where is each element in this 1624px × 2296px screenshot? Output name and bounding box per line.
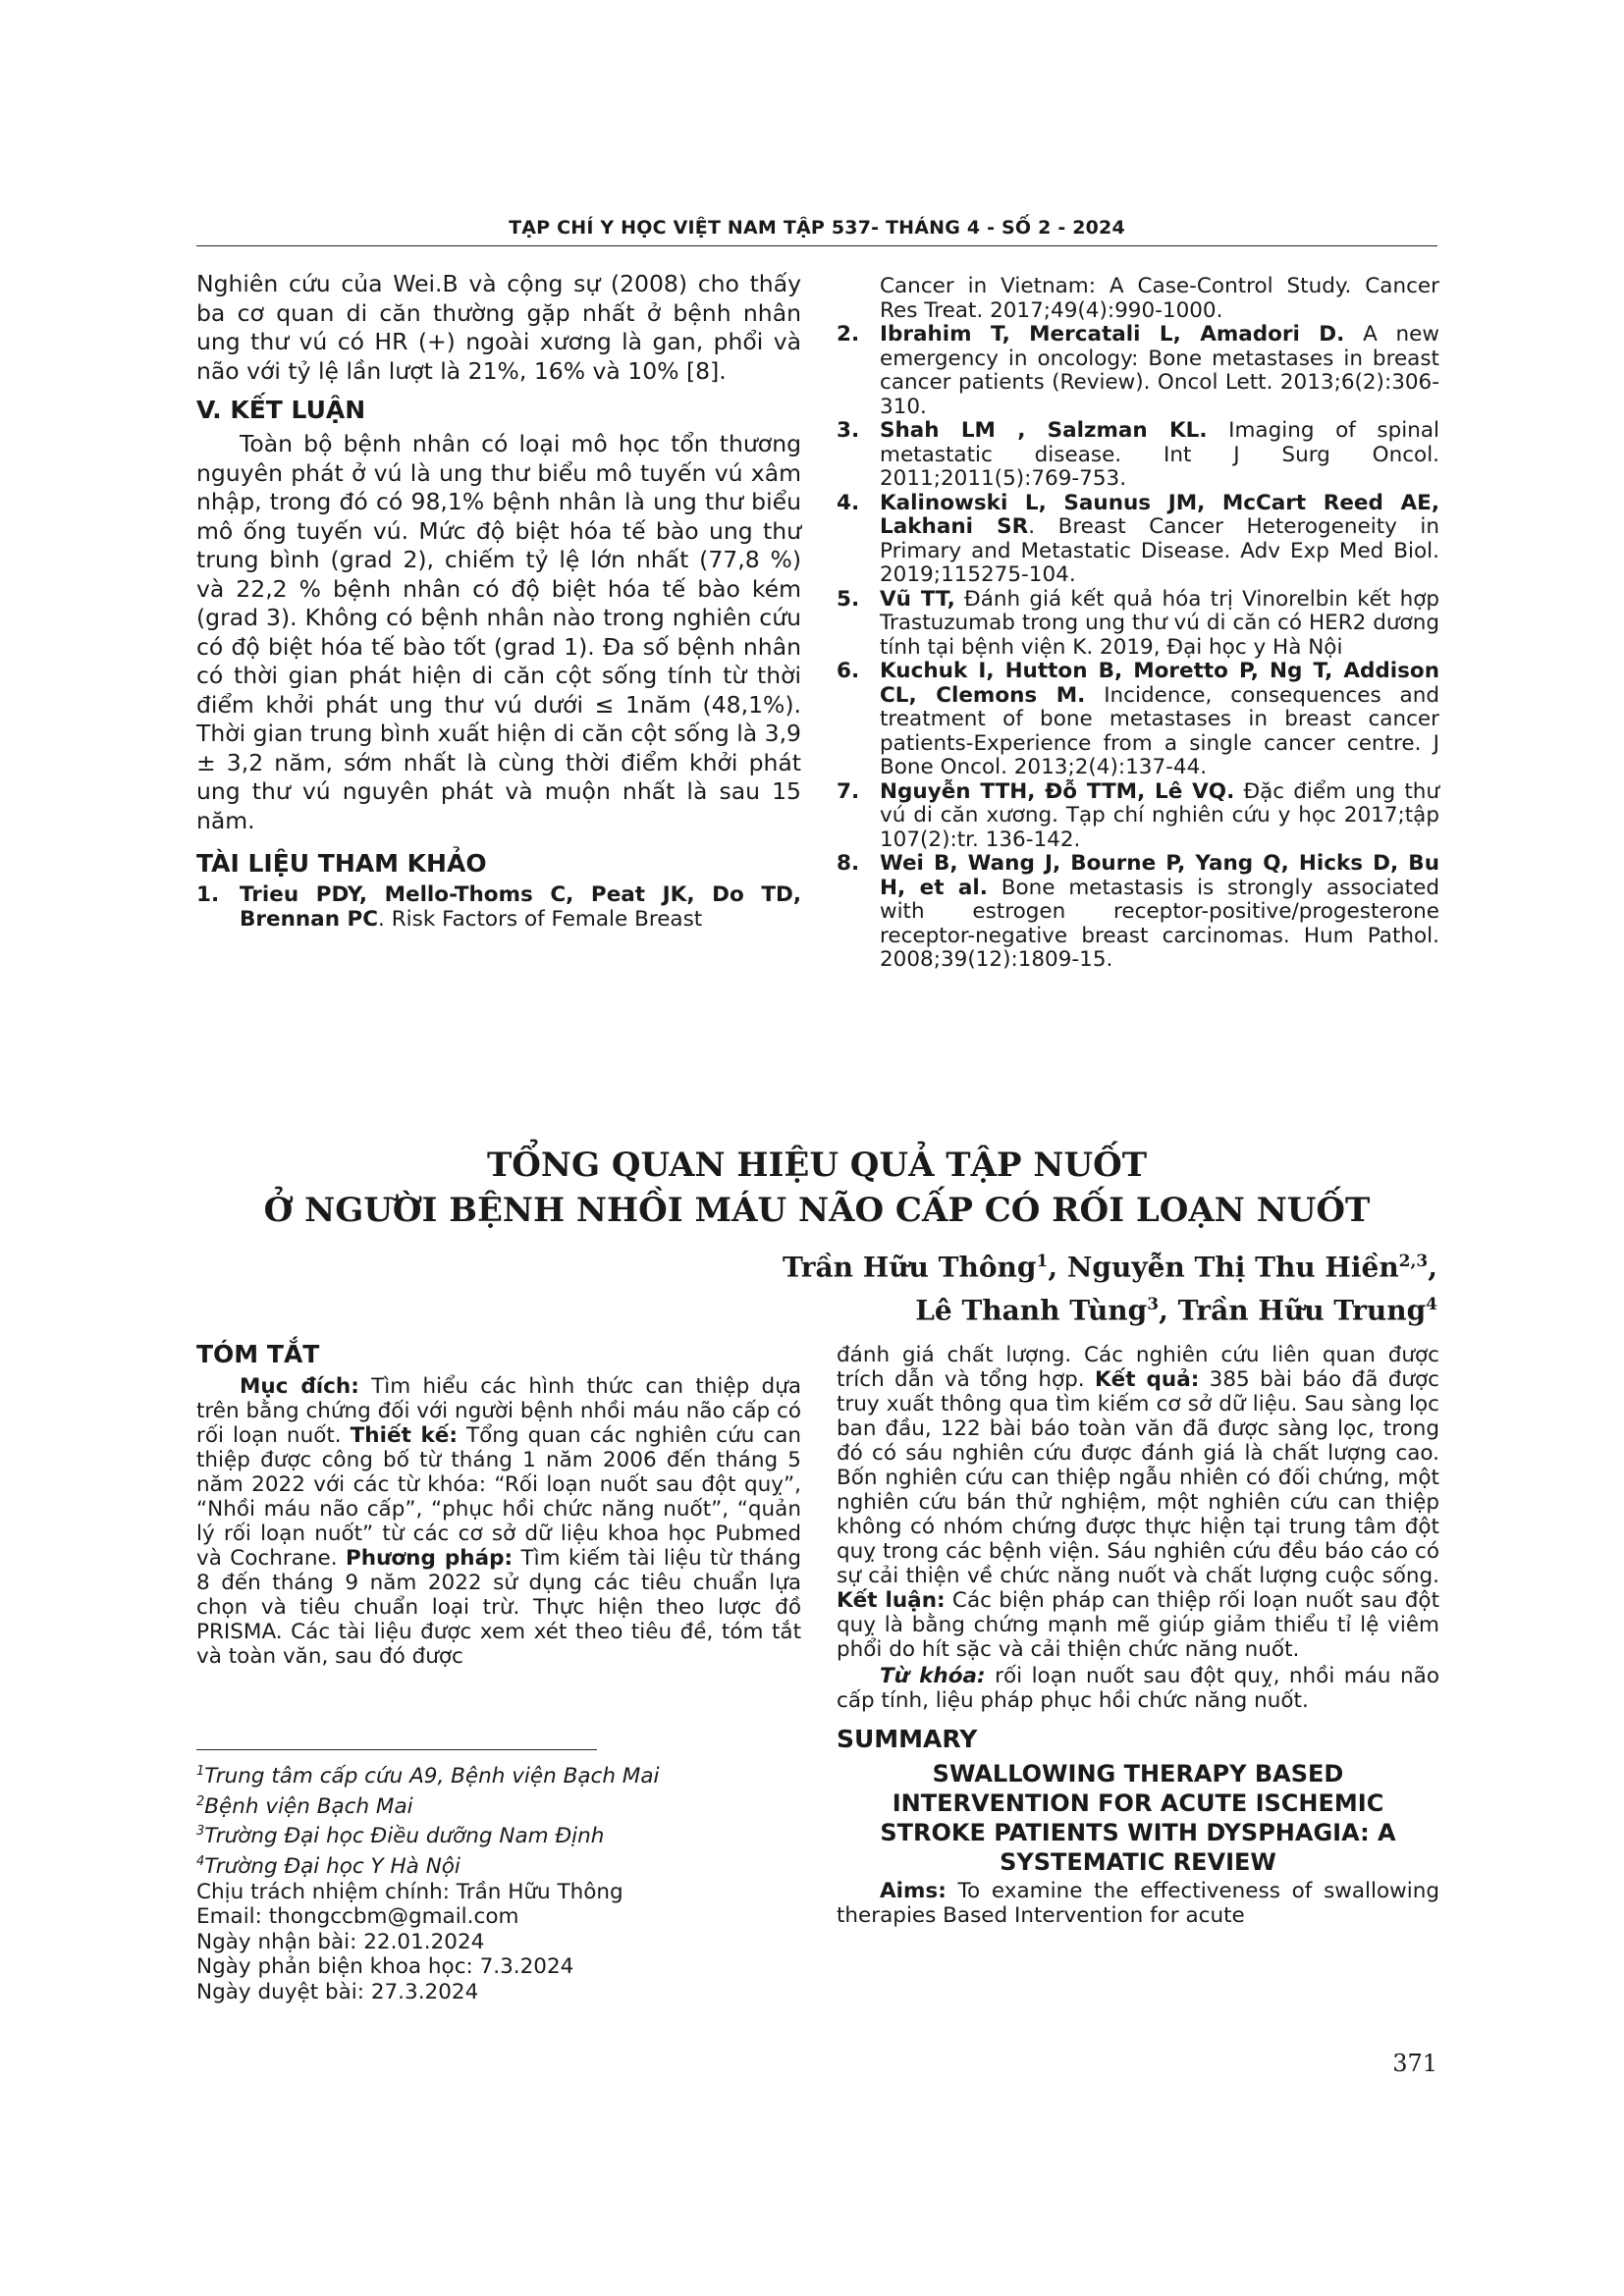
reference-text-part1: . Risk Factors of Female Breast bbox=[378, 906, 703, 932]
references-heading: TÀI LIỆU THAM KHẢO bbox=[196, 849, 487, 878]
reference-authors: Ibrahim T, Mercatali L, Amadori D. bbox=[880, 322, 1345, 347]
corresponding-email: Email: thongccbm@gmail.com bbox=[196, 1904, 519, 1930]
date-received: Ngày nhận bài: 22.01.2024 bbox=[196, 1929, 485, 1954]
reference-number: 4. bbox=[837, 490, 860, 515]
keywords-paragraph bbox=[837, 1664, 1439, 1713]
author-separator: , bbox=[1159, 1294, 1178, 1327]
reference-item bbox=[837, 780, 1439, 853]
keywords-label: Từ khóa: bbox=[880, 1664, 986, 1688]
conclusion-heading: V. KẾT LUẬN bbox=[196, 396, 366, 424]
date-reviewed: Ngày phản biện khoa học: 7.3.2024 bbox=[196, 1954, 574, 1980]
reference-details: Imaging of spinal metastatic disease. Int J Surg Oncol. 2011;2011(5):769-753. bbox=[880, 418, 1439, 491]
reference-authors: Shah LM , Salzman KL. bbox=[880, 418, 1208, 443]
design-text: Tổng quan các nghiên cứu can thiệp được công bố từ tháng 1 năm 2006 đến tháng 5 năm 2022 với các từ khóa: “Rối loạn nuốt sau đột quỵ”, “Nhồi máu não cấp”, “phục hồi chức năng nuốt”, “quản lý rối loạn nuốt” từ các cơ sở dữ liệu khoa học Pubmed và Cochrane. bbox=[196, 1423, 801, 1571]
affiliation-mark: 1 bbox=[196, 1764, 205, 1779]
abstract-paragraph-continued bbox=[837, 1343, 1439, 1662]
affiliation-text: Trường Đại học Y Hà Nội bbox=[204, 1854, 460, 1880]
affiliation-text: Trường Đại học Điều dưỡng Nam Định bbox=[204, 1824, 605, 1849]
page-number: 371 bbox=[1392, 2050, 1437, 2077]
result-text: 385 bài báo đã được truy xuất thông qua tìm kiếm cơ sở dữ liệu. Sau sàng lọc ban đầu, 122 bài báo toàn văn đã được sàng lọc, trong đó có sáu nghiên cứu được đánh giá là chất lượng cao. Bốn nghiên cứu can thiệp ngẫu nhiên có đối chứng, một nghiên cứu bán thử nghiệm, một nghiên cứu can thiệp không có nhóm chứng được thực hiện tại trung tâm đột quỵ trong các bệnh viện. Sáu nghiên cứu đều báo cáo có sự cải thiện về chức năng nuốt và chất lượng cuộc sống. bbox=[837, 1367, 1439, 1588]
affiliation-mark: 2 bbox=[196, 1793, 205, 1809]
affiliation-3 bbox=[196, 1819, 805, 1849]
running-head: TẠP CHÍ Y HỌC VIỆT NAM TẬP 537- THÁNG 4 - SỐ 2 - 2024 bbox=[509, 217, 1125, 239]
method-label: Phương pháp: bbox=[346, 1546, 514, 1571]
reference-number: 5. bbox=[837, 586, 860, 612]
reference-text-part2: Cancer in Vietnam: A Case-Control Study. Cancer Res Treat. 2017;49(4):990-1000. bbox=[880, 274, 1439, 323]
affiliation-1 bbox=[196, 1759, 805, 1789]
reference-authors: Kalinowski L, Saunus JM, McCart Reed AE, Lakhani SR bbox=[880, 490, 1439, 539]
reference-item bbox=[837, 323, 1439, 419]
affiliation-4 bbox=[196, 1849, 805, 1880]
result-label: Kết quả: bbox=[1094, 1367, 1200, 1392]
summary-title: SWALLOWING THERAPY BASED INTERVENTION FOR ACUTE ISCHEMIC STROKE PATIENTS WITH DYSPHAGIA: A SYSTEMATIC REVIEW bbox=[880, 1760, 1396, 1876]
references-list-left bbox=[196, 883, 801, 932]
reference-item bbox=[837, 588, 1439, 661]
author-line-2 bbox=[554, 1286, 1437, 1329]
summary-heading: SUMMARY bbox=[837, 1725, 978, 1753]
intro-paragraph: Nghiên cứu của Wei.B và cộng sự (2008) cho thấy ba cơ quan di căn thường gặp nhất ở bệnh nhân ung thư vú có HR (+) ngoài xương là gan, phổi và não với tỷ lệ lần lượt là 21%, 16% và 10% [8]. bbox=[196, 270, 801, 385]
author-name: Nguyễn Thị Thu Hiền bbox=[1066, 1251, 1399, 1284]
reference-details: A new emergency in oncology: Bone metastases in breast cancer patients (Review). Oncol Lett. 2013;6(2):306-310. bbox=[880, 322, 1439, 419]
author-name: Trần Hữu Thông bbox=[782, 1251, 1037, 1284]
author-separator: , bbox=[1428, 1251, 1437, 1284]
header-rule bbox=[196, 245, 1437, 246]
reference-item bbox=[837, 852, 1439, 973]
author-affiliation-mark: 1 bbox=[1036, 1252, 1049, 1271]
author-line-1 bbox=[554, 1243, 1437, 1286]
footnote-rule bbox=[196, 1749, 597, 1750]
left-column-top bbox=[196, 270, 801, 932]
reference-item-continuation bbox=[837, 275, 1439, 323]
date-accepted: Ngày duyệt bài: 27.3.2024 bbox=[196, 1979, 479, 2004]
aim-text: Tìm hiểu các hình thức can thiệp dựa trên bằng chứng đối với người bệnh nhồi máu não cấp có rối loạn nuốt. bbox=[196, 1374, 802, 1448]
article-title bbox=[196, 1143, 1437, 1233]
author-name: Lê Thanh Tùng bbox=[915, 1294, 1148, 1327]
reference-item bbox=[196, 883, 801, 932]
aim-label: Mục đích: bbox=[240, 1374, 359, 1399]
reference-details: Đánh giá kết quả hóa trị Vinorelbin kết hợp Trastuzumab trong ung thư vú di căn có HER2 dương tính tại bệnh viện K. 2019, Đại học y Hà Nội bbox=[880, 586, 1439, 660]
reference-number: 1. bbox=[196, 882, 220, 907]
affiliation-text: Trung tâm cấp cứu A9, Bệnh viện Bạch Mai bbox=[204, 1764, 660, 1789]
aims-label: Aims: bbox=[880, 1879, 947, 1903]
reference-item bbox=[837, 419, 1439, 492]
article-title-line-1: TỔNG QUAN HIỆU QUẢ TẬP NUỐT bbox=[486, 1146, 1148, 1185]
design-label: Thiết kế: bbox=[350, 1423, 458, 1448]
author-separator: , bbox=[1048, 1251, 1067, 1284]
reference-details: Đặc điểm ung thư vú di căn xương. Tạp chí nghiên cứu y học 2017;tập 107(2):tr. 136-142. bbox=[880, 778, 1440, 852]
author-list bbox=[554, 1243, 1437, 1330]
footnotes bbox=[196, 1759, 805, 2004]
reference-details: Bone metastasis is strongly associated with estrogen receptor-positive/progesterone receptor-negative breast carcinomas. Hum Pathol. 2008;39(12):1809-15. bbox=[880, 875, 1439, 972]
reference-number: 6. bbox=[837, 659, 860, 683]
reference-item bbox=[837, 660, 1439, 780]
references-list-right bbox=[837, 275, 1439, 973]
reference-number: 7. bbox=[837, 778, 860, 804]
conclusion-text: Các biện pháp can thiệp rối loạn nuốt sau đột quỵ là bằng chứng mạnh mẽ giúp giảm thiểu tỉ lệ viêm phổi do hít sặc và cải thiện chức năng nuốt. bbox=[837, 1588, 1439, 1662]
reference-authors: Kuchuk I, Hutton B, Moretto P, Ng T, Addison CL, Clemons M. bbox=[880, 659, 1439, 708]
affiliation-2 bbox=[196, 1789, 805, 1820]
affiliation-mark: 3 bbox=[196, 1824, 205, 1840]
right-column-top bbox=[837, 275, 1439, 973]
keywords-text: rối loạn nuốt sau đột quỵ, nhồi máu não cấp tính, liệu pháp phục hồi chức năng nuốt. bbox=[837, 1664, 1439, 1713]
reference-number: 3. bbox=[837, 418, 860, 443]
reference-details: Incidence, consequences and treatment of bone metastases in breast cancer patients-Experience from a single cancer centre. J Bone Oncol. 2013;2(4):137-44. bbox=[880, 682, 1439, 779]
author-affiliation-mark: 4 bbox=[1426, 1295, 1437, 1315]
aims-text: To examine the effectiveness of swallowing therapies Based Intervention for acute bbox=[837, 1879, 1439, 1928]
reference-number: 2. bbox=[837, 322, 860, 347]
author-affiliation-mark: 2,3 bbox=[1398, 1252, 1429, 1271]
reference-authors: Nguyễn TTH, Đỗ TTM, Lê VQ. bbox=[880, 778, 1235, 804]
reference-item bbox=[837, 492, 1439, 588]
corresponding-author: Chịu trách nhiệm chính: Trần Hữu Thông bbox=[196, 1879, 623, 1904]
affiliation-text: Bệnh viện Bạch Mai bbox=[204, 1793, 413, 1819]
abstract-heading: TÓM TẮT bbox=[196, 1340, 320, 1368]
article-title-line-2: Ở NGƯỜI BỆNH NHỒI MÁU NÃO CẤP CÓ RỐI LOẠN NUỐT bbox=[263, 1191, 1371, 1230]
author-affiliation-mark: 3 bbox=[1147, 1295, 1160, 1315]
reference-authors: Wei B, Wang J, Bourne P, Yang Q, Hicks D, Bu H, et al. bbox=[880, 851, 1439, 900]
affiliation-mark: 4 bbox=[196, 1853, 205, 1869]
method-text: Tìm kiếm tài liệu từ tháng 8 đến tháng 9 năm 2022 sử dụng các tiêu chuẩn lựa chọn và tiêu chuẩn loại trừ. Thực hiện theo lược đồ PRISMA. Các tài liệu được xem xét theo tiêu đề, tóm tắt và toàn văn, sau đó được bbox=[196, 1546, 802, 1669]
reference-details: . Breast Cancer Heterogeneity in Primary and Metastatic Disease. Adv Exp Med Biol. 2019;115275-104. bbox=[880, 514, 1439, 587]
method-text-continued: đánh giá chất lượng. Các nghiên cứu liên quan được trích dẫn và tổng hợp. bbox=[837, 1343, 1439, 1392]
reference-authors: Trieu PDY, Mello-Thoms C, Peat JK, Do TD, Brennan PC bbox=[240, 882, 801, 932]
author-name: Trần Hữu Trung bbox=[1177, 1294, 1427, 1327]
conclusion-label: Kết luận: bbox=[837, 1588, 946, 1613]
reference-number: 8. bbox=[837, 851, 860, 876]
abstract-right bbox=[837, 1343, 1439, 1928]
summary-paragraph bbox=[837, 1879, 1439, 1928]
reference-authors: Vũ TT, bbox=[880, 586, 955, 612]
abstract-paragraph bbox=[196, 1374, 801, 1669]
conclusion-paragraph: Toàn bộ bệnh nhân có loại mô học tổn thương nguyên phát ở vú là ung thư biểu mô tuyến vú xâm nhập, trong đó có 98,1% bệnh nhân là ung thư biểu mô ống tuyến vú. Mức độ biệt hóa tế bào ung thư trung bình (grad 2), chiếm tỷ lệ lớn nhất (77,8 %) và 22,2 % bệnh nhân có độ biệt hóa tế bào kém (grad 3). Không có bệnh nhân nào trong nghiên cứu có độ biệt hóa tế bào tốt (grad 1). Đa số bệnh nhân có thời gian phát hiện di căn cột sống tính từ thời điểm khởi phát ung thư vú dưới ≤ 1năm (48,1%). Thời gian trung bình xuất hiện di căn cột sống là 3,9 ± 3,2 năm, sớm nhất là cùng thời điểm khởi phát ung thư vú nguyên phát và muộn nhất là sau 15 năm. bbox=[196, 430, 801, 834]
abstract-left bbox=[196, 1340, 801, 1669]
